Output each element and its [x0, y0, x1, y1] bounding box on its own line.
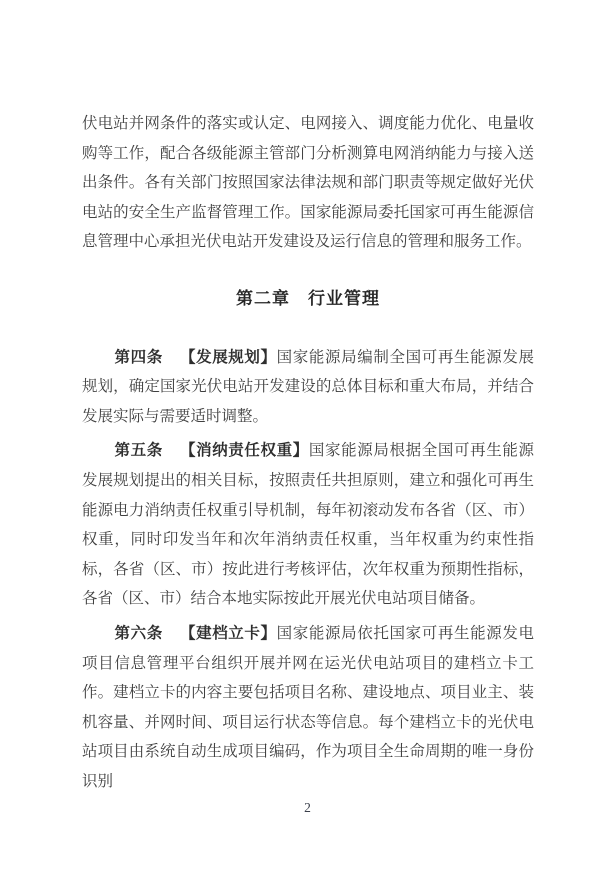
- article-5-body: 国家能源局根据全国可再生能源发展规划提出的相关目标，按照责任共担原则，建立和强化可再生能源电力消纳责任权重引导机制，每年初滚动发布各省（区、市）权重，同时印发当年和次年消纳责任权重，当年权重为约束性指标，各省（区、市）按此进行考核评估，次年权重为预期性指标，各省（区、市）结合本地实际按此开展光伏电站项目储备。: [82, 442, 534, 608]
- article-6-number: 第六条: [114, 624, 163, 642]
- article-4-number: 第四条: [114, 348, 163, 366]
- page-content: [82, 0, 534, 801]
- article-5-number: 第五条: [114, 442, 163, 460]
- article-6-paragraph: [82, 619, 534, 797]
- page-number: 2: [304, 800, 311, 815]
- article-4-paragraph: [82, 343, 534, 432]
- article-6-title: 【建档立卡】: [179, 624, 277, 642]
- chapter-heading: 第二章 行业管理: [236, 288, 380, 308]
- article-4-body: 国家能源局编制全国可再生能源发展规划，确定国家光伏电站开发建设的总体目标和重大布局，并结合发展实际与需要适时调整。: [82, 348, 534, 425]
- article-4-title: 【发展规划】: [179, 348, 277, 366]
- article-5-paragraph: [82, 436, 534, 614]
- intro-paragraph: 伏电站并网条件的落实或认定、电网接入、调度能力优化、电量收购等工作，配合各级能源主管部门分析测算电网消纳能力与接入送出条件。各有关部门按照国家法律法规和部门职责等规定做好光伏电站的安全生产监督管理工作。国家能源局委托国家可再生能源信息管理中心承担光伏电站开发建设及运行信息的管理和服务工作。: [82, 115, 534, 251]
- article-5-title: 【消纳责任权重】: [179, 442, 309, 460]
- article-6-body: 国家能源局依托国家可再生能源发电项目信息管理平台组织开展并网在运光伏电站项目的建档立卡工作。建档立卡的内容主要包括项目名称、建设地点、项目业主、装机容量、并网时间、项目运行状态等信息。每个建档立卡的光伏电站项目由系统自动生成项目编码，作为项目全生命周期的唯一身份识别: [82, 624, 534, 790]
